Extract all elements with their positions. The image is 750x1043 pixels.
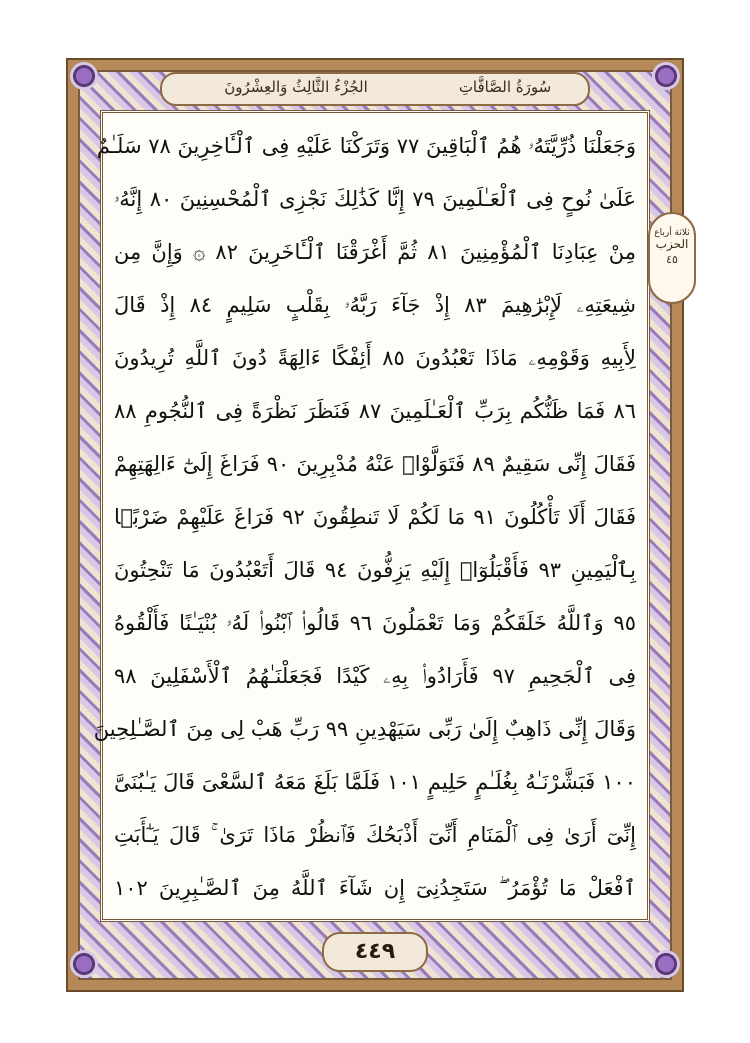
hizb-number: ٤٥ xyxy=(666,253,678,267)
corner-ornament-top-right xyxy=(652,62,680,90)
hizb-marker xyxy=(648,212,696,304)
text-line: شِيعَتِهِۦ لَإِبْرَٰهِيمَ ٨٣ إِذْ جَآءَ رَبَّهُۥ بِقَلْبٍ سَلِيمٍ ٨٤ إِذْ قَالَ xyxy=(114,293,636,317)
text-line: فَقَالَ أَلَا تَأْكُلُونَ ٩١ مَا لَكُمْ لَا تَنطِقُونَ ٩٢ فَرَاغَ عَلَيْهِمْ ضَرْبًۢا xyxy=(114,505,636,529)
surah-title: سُورَةُ الصَّافَّاتِ xyxy=(458,78,552,96)
text-line: ١٠٠ فَبَشَّرْنَـٰهُ بِغُلَـٰمٍ حَلِيمٍ ١٠١ فَلَمَّا بَلَغَ مَعَهُ ٱلسَّعْىَ قَالَ يَـٰبُنَىَّ xyxy=(114,770,636,794)
corner-ornament-bottom-right xyxy=(652,950,680,978)
page-number: ٤٤٩ xyxy=(322,932,428,972)
corner-ornament-bottom-left xyxy=(70,950,98,978)
text-line: وَقَالَ إِنِّى ذَاهِبٌ إِلَىٰ رَبِّى سَيَهْدِينِ ٩٩ رَبِّ هَبْ لِى مِنَ ٱلصَّـٰلِحِينَ xyxy=(93,717,636,741)
hizb-quarter-label: ثلاثة أرباع xyxy=(654,228,690,238)
text-line: إِنِّىٓ أَرَىٰ فِى ٱلْمَنَامِ أَنِّىٓ أَذْبَحُكَ فَٱنظُرْ مَاذَا تَرَىٰ ۚ قَالَ يَـٰٓأَبَتِ xyxy=(114,823,636,847)
text-line: ٱفْعَلْ مَا تُؤْمَرُ ۖ سَتَجِدُنِىٓ إِن شَآءَ ٱللَّهُ مِنَ ٱلصَّـٰبِرِينَ ١٠٢ xyxy=(114,876,636,900)
text-line: عَلَىٰ نُوحٍ فِى ٱلْعَـٰلَمِينَ ٧٩ إِنَّا كَذَٰلِكَ نَجْزِى ٱلْمُحْسِنِينَ ٨٠ إِنَّهُۥ xyxy=(114,187,636,211)
quran-text xyxy=(93,120,637,910)
text-line: مِنْ عِبَادِنَا ٱلْمُؤْمِنِينَ ٨١ ثُمَّ أَغْرَقْنَا ٱلْـَٔاخَرِينَ ٨٢ ۞ وَإِنَّ مِن xyxy=(114,240,636,264)
text-line: فِى ٱلْجَحِيمِ ٩٧ فَأَرَادُوا۟ بِهِۦ كَيْدًا فَجَعَلْنَـٰهُمُ ٱلْأَسْفَلِينَ ٩٨ xyxy=(114,664,636,688)
text-line: ٩٥ وَٱللَّهُ خَلَقَكُمْ وَمَا تَعْمَلُونَ ٩٦ قَالُوا۟ ٱبْنُوا۟ لَهُۥ بُنْيَـٰنًا فَأَلْقُوهُ xyxy=(114,611,636,635)
text-line: فَقَالَ إِنِّى سَقِيمٌ ٨٩ فَتَوَلَّوْا۟ عَنْهُ مُدْبِرِينَ ٩٠ فَرَاغَ إِلَىٰٓ ءَالِهَتِهِمْ xyxy=(114,452,636,476)
text-line: بِٱلْيَمِينِ ٩٣ فَأَقْبَلُوٓا۟ إِلَيْهِ يَزِفُّونَ ٩٤ قَالَ أَتَعْبُدُونَ مَا تَنْحِتُونَ xyxy=(114,558,637,582)
corner-ornament-top-left xyxy=(70,62,98,90)
text-line: ٨٦ فَمَا ظَنُّكُم بِرَبِّ ٱلْعَـٰلَمِينَ ٨٧ فَنَظَرَ نَظْرَةً فِى ٱلنُّجُومِ ٨٨ xyxy=(114,399,636,423)
juz-title: الجُزْءُ الثَّالِثُ وَالعِشْرُونَ xyxy=(224,78,368,96)
text-line: لِأَبِيهِ وَقَوْمِهِۦ مَاذَا تَعْبُدُونَ ٨٥ أَئِفْكًا ءَالِهَةً دُونَ ٱللَّهِ تُرِيدُونَ xyxy=(114,346,636,370)
text-line: وَجَعَلْنَا ذُرِّيَّتَهُۥ هُمُ ٱلْبَاقِينَ ٧٧ وَتَرَكْنَا عَلَيْهِ فِى ٱلْـَٔاخِرِينَ ٧٨ سَلَـٰمٌ xyxy=(96,134,636,158)
hizb-label: الحزب xyxy=(655,237,689,252)
